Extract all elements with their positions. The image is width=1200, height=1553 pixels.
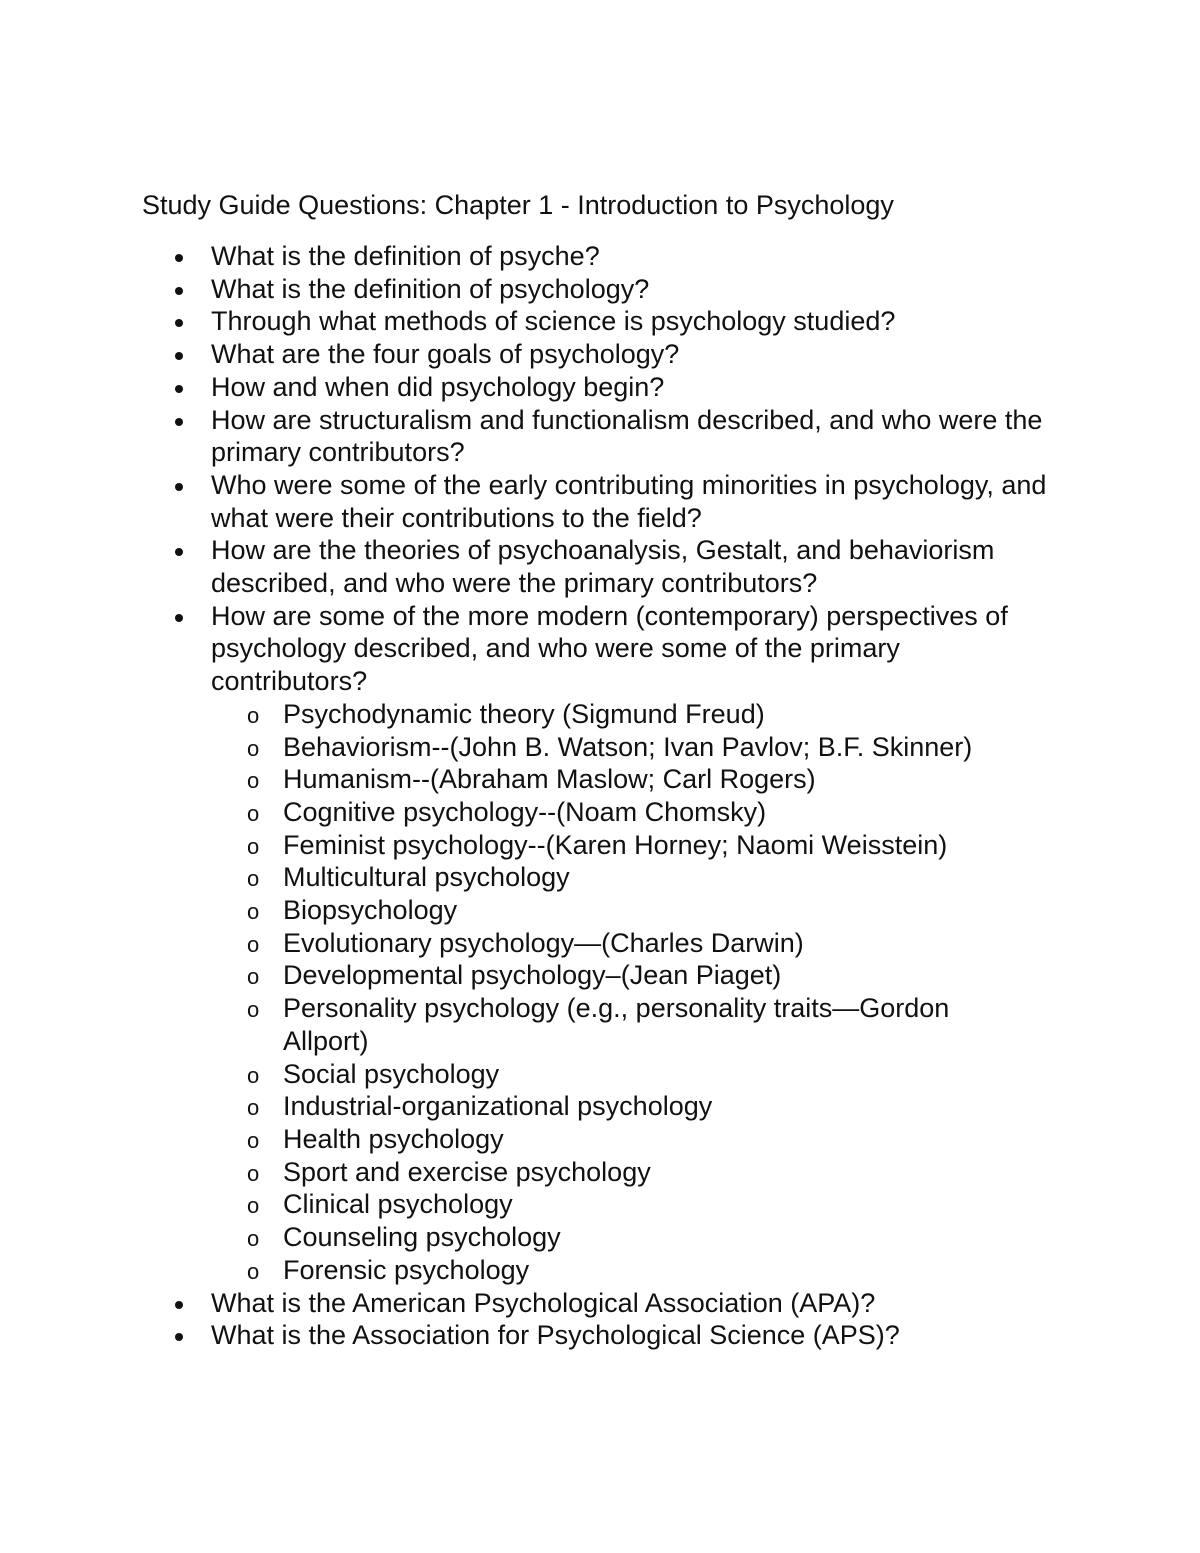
bullet-icon (175, 287, 183, 295)
question-text: How and when did psychology begin? (211, 371, 665, 402)
bullet-icon (175, 352, 183, 360)
circle-bullet-icon: o (247, 1193, 260, 1219)
sub-item-text: Behaviorism--(John B. Watson; Ivan Pavlov; B.F. Skinner) (283, 731, 973, 762)
question-text: What is the Association for Psychological Science (APS)? (211, 1320, 900, 1351)
sub-list-item (211, 1090, 1100, 1123)
list-item (0, 404, 1100, 469)
circle-bullet-icon: o (247, 931, 260, 957)
bullet-icon (175, 1301, 183, 1309)
sub-item-text: Clinical psychology (283, 1189, 513, 1220)
list-item (0, 273, 1100, 306)
bullet-icon (175, 319, 183, 327)
list-item (0, 305, 1100, 338)
question-text: How are the theories of psychoanalysis, Gestalt, and behaviorism described, and who were the primary contributors? (211, 535, 995, 599)
bullet-icon (175, 254, 183, 262)
circle-bullet-icon: o (247, 1127, 260, 1153)
sub-list-item (211, 927, 1100, 960)
sub-item-text: Industrial-organizational psychology (283, 1091, 713, 1122)
circle-bullet-icon: o (247, 1258, 260, 1284)
question-text: What is the definition of psyche? (211, 241, 600, 271)
bullet-icon (175, 483, 183, 491)
sub-list-item (211, 763, 1100, 796)
sub-list-item (211, 698, 1100, 731)
sub-item-text: Developmental psychology–(Jean Piaget) (283, 960, 782, 991)
sub-item-text: Psychodynamic theory (Sigmund Freud) (283, 698, 765, 729)
sub-list-item (211, 1058, 1100, 1091)
circle-bullet-icon: o (247, 964, 260, 990)
question-text: What is the American Psychological Association (APA)? (211, 1287, 876, 1318)
list-item (0, 1287, 1100, 1320)
sub-list-item (211, 959, 1100, 992)
circle-bullet-icon: o (247, 768, 260, 794)
question-text: How are some of the more modern (contemporary) perspectives of psychology described, and who were some of the primary contributors? (211, 600, 1008, 697)
sub-list-item (211, 861, 1100, 894)
question-text: What are the four goals of psychology? (211, 339, 680, 370)
bullet-icon (175, 418, 183, 426)
circle-bullet-icon: o (247, 1095, 260, 1121)
question-text: How are structuralism and functionalism described, and who were the primary contributors? (211, 404, 1043, 468)
page-title: Study Guide Questions: Chapter 1 - Introduction to Psychology (142, 190, 894, 220)
sub-list-item (211, 1254, 1100, 1287)
sub-list-item (211, 1221, 1100, 1254)
sub-item-text: Sport and exercise psychology (283, 1156, 651, 1187)
bullet-icon (175, 1333, 183, 1341)
sub-item-text: Health psychology (283, 1123, 504, 1154)
circle-bullet-icon: o (247, 800, 260, 826)
circle-bullet-icon: o (247, 702, 260, 728)
question-text: What is the definition of psychology? (211, 273, 650, 304)
bullet-icon (175, 614, 183, 622)
sub-list-item (211, 894, 1100, 927)
sub-list-item (211, 992, 1100, 1057)
sub-item-text: Counseling psychology (283, 1222, 561, 1253)
list-item (0, 600, 1100, 1287)
sub-item-text: Humanism--(Abraham Maslow; Carl Rogers) (283, 764, 816, 795)
sub-item-text: Multicultural psychology (283, 862, 570, 893)
list-item (0, 469, 1100, 534)
sub-item-text: Cognitive psychology--(Noam Chomsky) (283, 796, 767, 827)
list-item (0, 338, 1100, 371)
circle-bullet-icon: o (247, 1226, 260, 1252)
question-text: Who were some of the early contributing minorities in psychology, and what were their contributions to the field? (211, 469, 1047, 533)
sub-list-item (211, 1156, 1100, 1189)
sub-item-text: Feminist psychology--(Karen Horney; Naomi Weisstein) (283, 829, 948, 860)
sub-item-text: Personality psychology (e.g., personality traits—Gordon Allport) (283, 993, 950, 1056)
list-item (0, 534, 1100, 599)
sub-item-text: Evolutionary psychology—(Charles Darwin) (283, 927, 804, 958)
list-item (0, 240, 1100, 273)
circle-bullet-icon: o (247, 866, 260, 892)
sub-list-item (211, 1123, 1100, 1156)
sub-item-text: Biopsychology (283, 895, 458, 926)
sub-list-item (211, 796, 1100, 829)
list-item (0, 371, 1100, 404)
sub-item-text: Social psychology (283, 1058, 500, 1089)
question-text: Through what methods of science is psychology studied? (211, 306, 896, 337)
circle-bullet-icon: o (247, 997, 260, 1023)
circle-bullet-icon: o (247, 1062, 260, 1088)
circle-bullet-icon: o (247, 833, 260, 859)
circle-bullet-icon: o (247, 735, 260, 761)
bullet-icon (175, 385, 183, 393)
list-item (0, 1319, 1100, 1352)
question-list (0, 240, 1100, 1352)
sub-item-text: Forensic psychology (283, 1254, 530, 1285)
sub-list-item (211, 829, 1100, 862)
sub-list-item (211, 1188, 1100, 1221)
circle-bullet-icon: o (247, 899, 260, 925)
circle-bullet-icon: o (247, 1160, 260, 1186)
sub-list-item (211, 731, 1100, 764)
perspectives-sublist (211, 698, 1100, 1287)
bullet-icon (175, 548, 183, 556)
